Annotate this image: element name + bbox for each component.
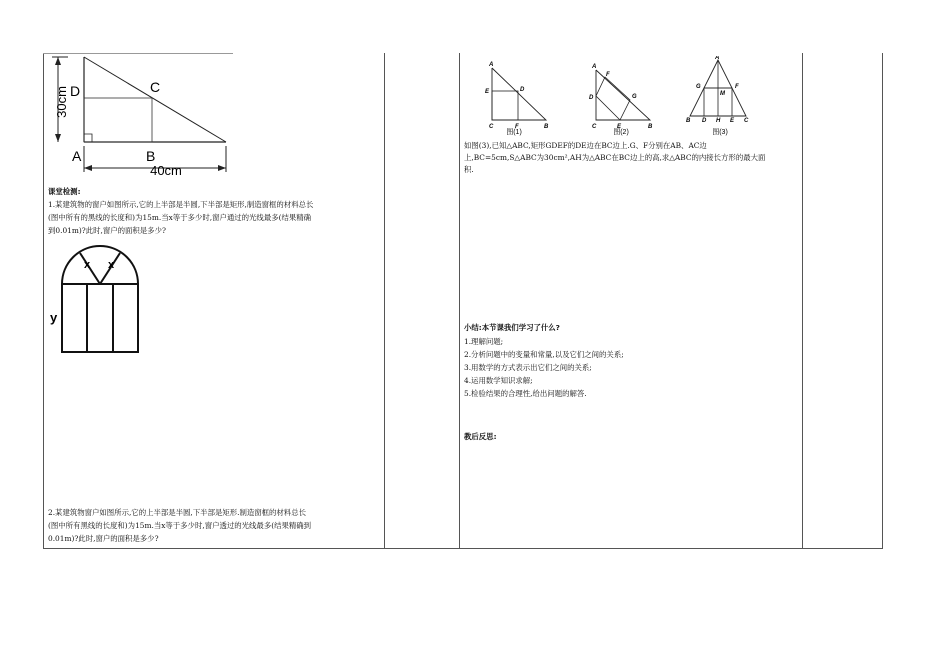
fig3-label: F: [735, 84, 739, 90]
problem-line: 如图(3),已知△ABC,矩形GDEF的DE边在BC边上.G、F分别在AB、AC边: [464, 141, 707, 150]
fig1-label: A: [489, 62, 494, 68]
problem-line: 上,BC=5cm,S△ABC为30cm²,AH为△ABC在BC边上的高,求△ABC的内接长方形的最大面: [464, 153, 766, 162]
q1-line: (图中所有的黑线的长度和)为15m.当x等于多少时,窗户通过的光线最多(结果精确: [48, 213, 312, 222]
problem-line: 积.: [464, 165, 474, 174]
fig1-label: D: [520, 87, 525, 93]
window-label-y: y: [50, 310, 58, 325]
fig3-label: M: [720, 91, 725, 97]
caption-fig-2: 图(2): [613, 129, 629, 136]
fig1-label: F: [515, 124, 519, 130]
q1-line: 1.某建筑物的窗户如图所示,它的上半部是半圆,下半部是矩形,制造窗框的材料总长: [48, 200, 314, 209]
fig2-label: B: [648, 124, 653, 130]
triangle-figure-1: [485, 62, 549, 130]
fig2-label: E: [617, 124, 622, 130]
point-c: C: [150, 79, 161, 95]
fig3-label: E: [730, 118, 735, 124]
summary-item: 5.检验结果的合理性,给出问题的解答.: [464, 389, 587, 398]
window-label-x: x: [108, 259, 115, 271]
q2-line: 0.01m)?此时,窗户的面积是多少?: [48, 534, 159, 543]
triangle-figure-3: [686, 56, 749, 124]
fig3-label: C: [744, 118, 749, 124]
reflection-heading: 教后反思:: [464, 432, 497, 441]
caption-fig-1: 图(1): [506, 129, 522, 136]
column-divider-1: [384, 53, 385, 548]
summary-item: 1.理解问题;: [464, 337, 504, 346]
triangle-figures: [478, 56, 778, 136]
label-height: 30cm: [54, 86, 69, 118]
q1-line: 到0.01m)?此时,窗户的面积是多少?: [48, 226, 166, 235]
fig2-label: D: [589, 95, 594, 101]
column-divider-3: [802, 53, 803, 548]
point-d: D: [70, 83, 81, 99]
fig1-label: C: [489, 124, 494, 130]
caption-fig-3: 图(3): [712, 129, 728, 136]
point-b: B: [146, 148, 156, 164]
point-a: A: [72, 148, 82, 164]
window-figure: [48, 244, 148, 356]
fig3-label: D: [702, 118, 707, 124]
fig2-label: F: [606, 72, 610, 78]
right-triangle-figure: [46, 54, 246, 178]
fig3-label: H: [716, 118, 721, 124]
fig2-label: C: [592, 124, 597, 130]
column-divider-2: [459, 53, 460, 548]
fig3-label: B: [686, 118, 691, 124]
fig2-label: G: [632, 94, 637, 100]
triangle-figure-2: [589, 64, 653, 130]
window-label-x: x: [84, 259, 91, 271]
q2-line: (图中所有黑线的长度和)为15m.当x等于多少时,窗户透过的光线最多(结果精确到: [48, 521, 312, 530]
label-width: 40cm: [150, 163, 182, 178]
summary-item: 3.用数学的方式表示出它们之间的关系;: [464, 363, 592, 372]
fig3-label: A: [715, 56, 720, 61]
q2-line: 2.某建筑物窗户如图所示,它的上半部是半圆,下半部是矩形.制造窗框的材料总长: [48, 508, 306, 517]
summary-item: 4.运用数学知识求解;: [464, 376, 533, 385]
fig2-label: A: [592, 64, 597, 70]
summary-item: 2.分析问题中的变量和常量,以及它们之间的关系;: [464, 350, 624, 359]
fig1-label: B: [544, 124, 549, 130]
fig1-label: E: [485, 89, 490, 95]
summary-heading: 小结:本节课我们学习了什么?: [464, 323, 560, 332]
section-heading-check: 课堂检测:: [48, 187, 81, 196]
fig3-label: G: [696, 84, 701, 90]
